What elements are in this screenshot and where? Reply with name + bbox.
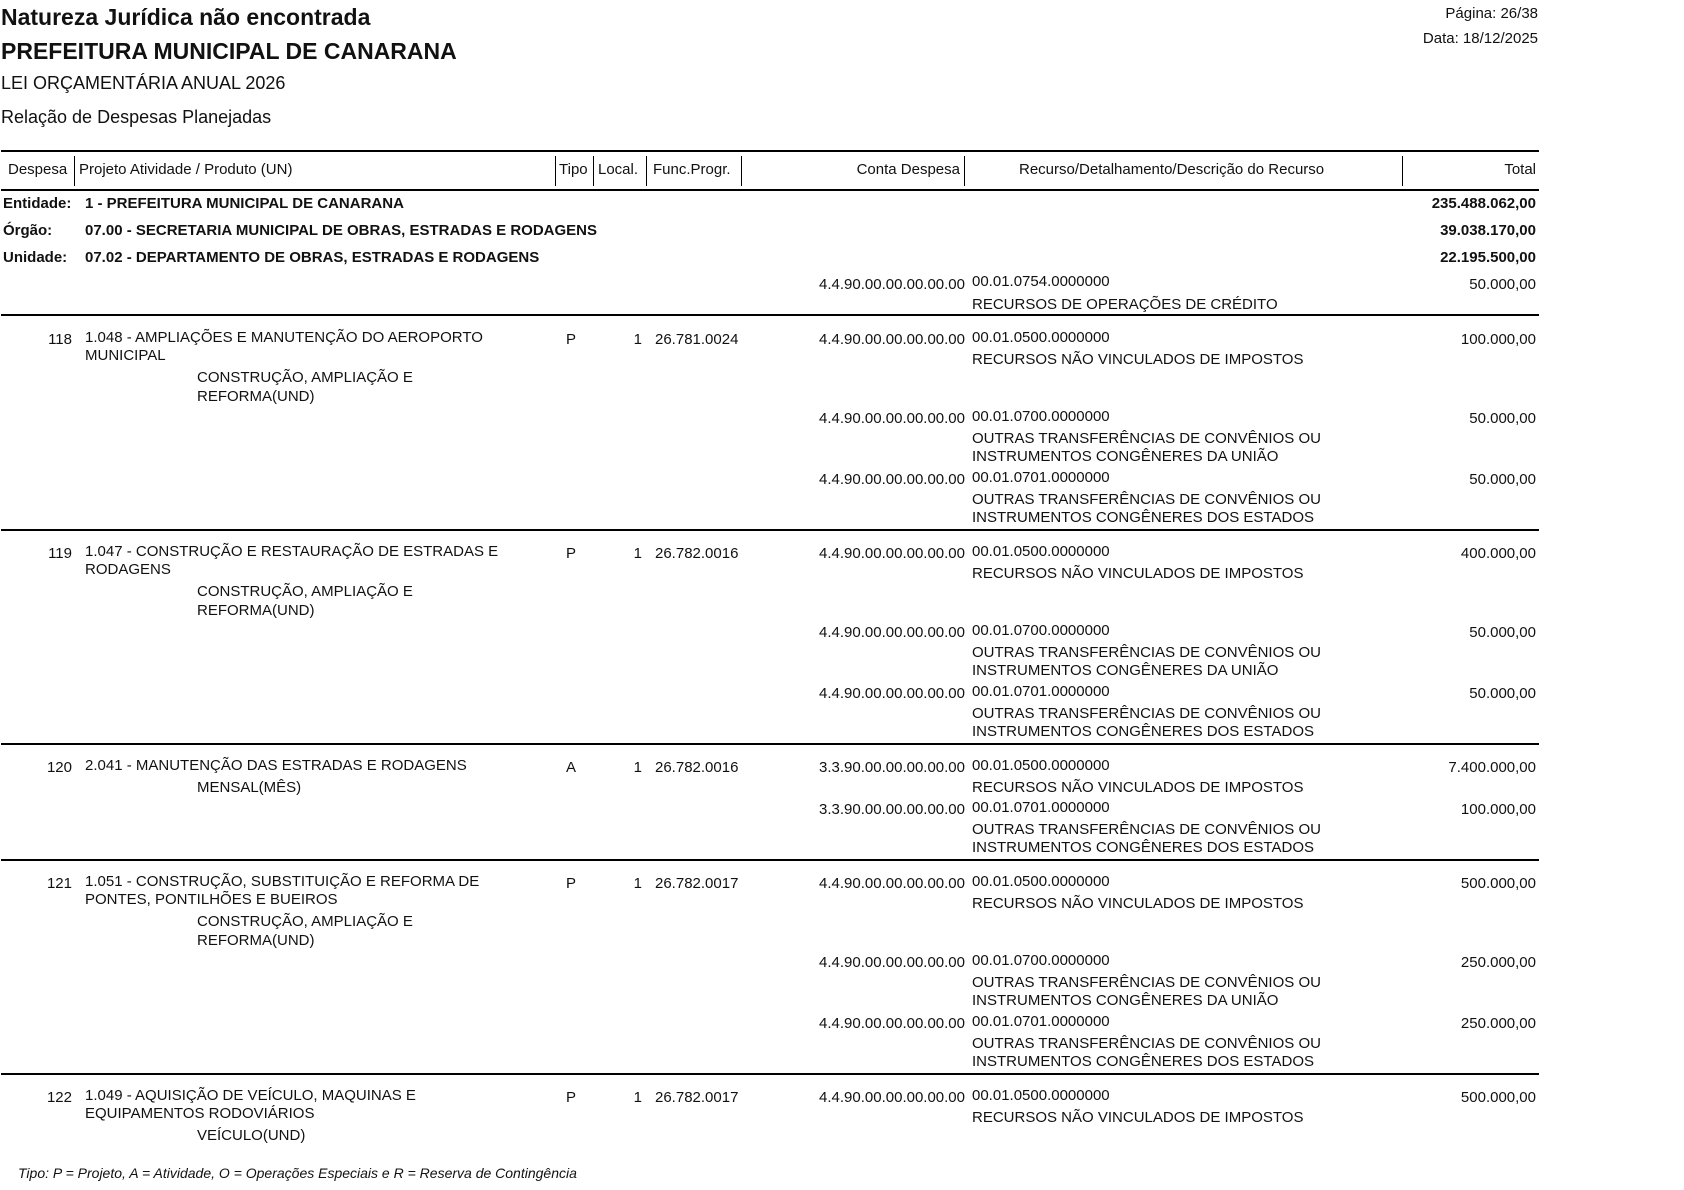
orgao-value: 07.00 - SECRETARIA MUNICIPAL DE OBRAS, ESTRADAS E RODAGENS — [85, 222, 598, 239]
total-value: 7.400.000,00 — [1448, 759, 1536, 776]
doc-title-3: LEI ORÇAMENTÁRIA ANUAL 2026 — [1, 73, 286, 93]
entidade-label: Entidade: — [3, 195, 72, 212]
col-func: Func.Progr. — [653, 161, 731, 178]
row-separator — [1, 743, 1539, 745]
conta-value: 4.4.90.00.00.00.00.00 — [819, 471, 965, 488]
produto-line-1: CONSTRUÇÃO, AMPLIAÇÃO E — [197, 913, 413, 930]
row-separator — [1, 529, 1539, 531]
local-value: 1 — [633, 331, 642, 348]
entidade-total: 235.488.062,00 — [1431, 195, 1536, 212]
recurso-code: 00.01.0701.0000000 — [972, 683, 1110, 700]
recurso-code: 00.01.0500.0000000 — [972, 757, 1110, 774]
col-divider — [555, 156, 556, 186]
tipo-value: P — [566, 875, 577, 892]
conta-value: 4.4.90.00.00.00.00.00 — [819, 331, 965, 348]
produto-line-2: REFORMA(UND) — [197, 388, 315, 405]
recurso-desc-1: RECURSOS NÃO VINCULADOS DE IMPOSTOS — [972, 895, 1304, 912]
func-value: 26.782.0016 — [655, 759, 739, 776]
col-divider — [74, 156, 75, 186]
total-value: 50.000,00 — [1469, 410, 1536, 427]
col-tipo: Tipo — [559, 161, 588, 178]
entidade-value: 1 - PREFEITURA MUNICIPAL DE CANARANA — [85, 195, 404, 212]
col-divider — [741, 156, 742, 186]
despesa-number: 119 — [48, 545, 72, 562]
conta-value: 4.4.90.00.00.00.00.00 — [819, 1089, 965, 1106]
recurso-desc-1: OUTRAS TRANSFERÊNCIAS DE CONVÊNIOS OU — [972, 821, 1321, 838]
doc-title-1: Natureza Jurídica não encontrada — [1, 4, 371, 30]
recurso-desc-2: INSTRUMENTOS CONGÊNERES DOS ESTADOS — [972, 839, 1314, 856]
despesa-number: 122 — [46, 1089, 72, 1106]
row-separator — [1, 859, 1539, 861]
recurso-code: 00.01.0700.0000000 — [972, 952, 1110, 969]
carry-total: 50.000,00 — [1469, 276, 1536, 293]
tipo-value: P — [566, 331, 577, 348]
recurso-desc-2: INSTRUMENTOS CONGÊNERES DOS ESTADOS — [972, 509, 1314, 526]
projeto-line-1: 1.047 - CONSTRUÇÃO E RESTAURAÇÃO DE ESTRADAS E — [85, 543, 499, 560]
recurso-code: 00.01.0500.0000000 — [972, 873, 1110, 890]
col-conta: Conta Despesa — [856, 161, 960, 178]
col-projeto: Projeto Atividade / Produto (UN) — [79, 161, 293, 178]
total-value: 50.000,00 — [1469, 685, 1536, 702]
row-separator — [1, 314, 1539, 316]
recurso-desc-2: INSTRUMENTOS CONGÊNERES DA UNIÃO — [972, 448, 1279, 465]
recurso-desc-1: RECURSOS NÃO VINCULADOS DE IMPOSTOS — [972, 779, 1304, 796]
col-local: Local. — [598, 161, 639, 178]
row-separator — [1, 1073, 1539, 1075]
total-value: 250.000,00 — [1460, 954, 1536, 971]
conta-value: 4.4.90.00.00.00.00.00 — [819, 1015, 965, 1032]
projeto-line-2: PONTES, PONTILHÕES E BUEIROS — [85, 891, 338, 908]
conta-value: 3.3.90.00.00.00.00.00 — [819, 759, 965, 776]
conta-value: 4.4.90.00.00.00.00.00 — [819, 685, 965, 702]
conta-value: 3.3.90.00.00.00.00.00 — [819, 801, 965, 818]
projeto-line-2: MUNICIPAL — [85, 347, 166, 364]
column-header-bar — [1, 150, 1539, 191]
col-divider — [964, 156, 965, 186]
recurso-code: 00.01.0700.0000000 — [972, 622, 1110, 639]
produto-line-2: REFORMA(UND) — [197, 932, 315, 949]
col-despesa: Despesa — [8, 161, 68, 178]
produto-line-1: CONSTRUÇÃO, AMPLIAÇÃO E — [197, 583, 413, 600]
total-value: 500.000,00 — [1460, 1089, 1536, 1106]
total-value: 250.000,00 — [1460, 1015, 1536, 1032]
recurso-desc-1: OUTRAS TRANSFERÊNCIAS DE CONVÊNIOS OU — [972, 1035, 1321, 1052]
recurso-desc-1: OUTRAS TRANSFERÊNCIAS DE CONVÊNIOS OU — [972, 491, 1321, 508]
total-value: 100.000,00 — [1460, 801, 1536, 818]
produto-line-1: MENSAL(MÊS) — [197, 779, 302, 796]
col-divider — [646, 156, 647, 186]
doc-title-2: PREFEITURA MUNICIPAL DE CANARANA — [1, 38, 457, 64]
recurso-desc-1: OUTRAS TRANSFERÊNCIAS DE CONVÊNIOS OU — [972, 644, 1321, 661]
recurso-desc-2: INSTRUMENTOS CONGÊNERES DA UNIÃO — [972, 992, 1279, 1009]
recurso-desc-1: OUTRAS TRANSFERÊNCIAS DE CONVÊNIOS OU — [972, 430, 1321, 447]
total-value: 400.000,00 — [1460, 545, 1536, 562]
local-value: 1 — [633, 759, 642, 776]
recurso-desc-2: INSTRUMENTOS CONGÊNERES DA UNIÃO — [972, 662, 1279, 679]
projeto-line-1: 1.048 - AMPLIAÇÕES E MANUTENÇÃO DO AEROPORTO — [85, 329, 483, 346]
orgao-label: Órgão: — [3, 222, 53, 239]
recurso-desc-2: INSTRUMENTOS CONGÊNERES DOS ESTADOS — [972, 1053, 1314, 1070]
produto-line-2: REFORMA(UND) — [197, 602, 315, 619]
recurso-code: 00.01.0500.0000000 — [972, 329, 1110, 346]
despesa-number: 118 — [48, 331, 72, 348]
carry-conta: 4.4.90.00.00.00.00.00 — [819, 276, 965, 293]
tipo-legend: Tipo: P = Projeto, A = Atividade, O = Operações Especiais e R = Reserva de Contingência — [18, 1165, 577, 1181]
col-divider — [593, 156, 594, 186]
recurso-desc-1: RECURSOS NÃO VINCULADOS DE IMPOSTOS — [972, 1109, 1304, 1126]
func-value: 26.782.0017 — [655, 1089, 739, 1106]
projeto-line-1: 2.041 - MANUTENÇÃO DAS ESTRADAS E RODAGENS — [85, 757, 467, 774]
local-value: 1 — [633, 875, 642, 892]
produto-line-1: CONSTRUÇÃO, AMPLIAÇÃO E — [197, 369, 413, 386]
tipo-value: P — [566, 545, 577, 562]
page-number: Página: 26/38 — [1445, 5, 1538, 22]
local-value: 1 — [633, 1089, 642, 1106]
projeto-line-1: 1.049 - AQUISIÇÃO DE VEÍCULO, MAQUINAS E — [85, 1087, 416, 1104]
local-value: 1 — [633, 545, 642, 562]
unidade-label: Unidade: — [3, 249, 68, 266]
despesa-number: 120 — [46, 759, 72, 776]
tipo-value: P — [566, 1089, 577, 1106]
recurso-desc-2: INSTRUMENTOS CONGÊNERES DOS ESTADOS — [972, 723, 1314, 740]
recurso-code: 00.01.0700.0000000 — [972, 408, 1110, 425]
conta-value: 4.4.90.00.00.00.00.00 — [819, 545, 965, 562]
col-divider — [1402, 156, 1403, 186]
despesa-number: 121 — [46, 875, 72, 892]
produto-line-1: VEÍCULO(UND) — [197, 1127, 306, 1144]
projeto-line-2: RODAGENS — [85, 561, 171, 578]
conta-value: 4.4.90.00.00.00.00.00 — [819, 624, 965, 641]
total-value: 50.000,00 — [1469, 624, 1536, 641]
total-value: 50.000,00 — [1469, 471, 1536, 488]
carry-recurso: 00.01.0754.0000000 — [972, 273, 1110, 290]
carry-desc: RECURSOS DE OPERAÇÕES DE CRÉDITO — [972, 296, 1278, 313]
print-date: Data: 18/12/2025 — [1422, 30, 1538, 47]
orgao-total: 39.038.170,00 — [1440, 222, 1536, 239]
projeto-line-2: EQUIPAMENTOS RODOVIÁRIOS — [85, 1105, 315, 1122]
recurso-desc-1: OUTRAS TRANSFERÊNCIAS DE CONVÊNIOS OU — [972, 705, 1321, 722]
conta-value: 4.4.90.00.00.00.00.00 — [819, 875, 965, 892]
projeto-line-1: 1.051 - CONSTRUÇÃO, SUBSTITUIÇÃO E REFORMA DE — [85, 873, 480, 890]
recurso-code: 00.01.0500.0000000 — [972, 1087, 1110, 1104]
conta-value: 4.4.90.00.00.00.00.00 — [819, 410, 965, 427]
unidade-total: 22.195.500,00 — [1440, 249, 1536, 266]
recurso-code: 00.01.0701.0000000 — [972, 469, 1110, 486]
total-value: 500.000,00 — [1460, 875, 1536, 892]
func-value: 26.782.0016 — [655, 545, 739, 562]
recurso-code: 00.01.0500.0000000 — [972, 543, 1110, 560]
recurso-code: 00.01.0701.0000000 — [972, 799, 1110, 816]
tipo-value: A — [566, 759, 577, 776]
recurso-desc-1: RECURSOS NÃO VINCULADOS DE IMPOSTOS — [972, 351, 1304, 368]
col-recurso: Recurso/Detalhamento/Descrição do Recurso — [1019, 161, 1325, 178]
unidade-value: 07.02 - DEPARTAMENTO DE OBRAS, ESTRADAS E RODAGENS — [85, 249, 540, 266]
doc-title-4: Relação de Despesas Planejadas — [1, 107, 272, 127]
recurso-desc-1: OUTRAS TRANSFERÊNCIAS DE CONVÊNIOS OU — [972, 974, 1321, 991]
total-value: 100.000,00 — [1460, 331, 1536, 348]
col-total: Total — [1504, 161, 1536, 178]
func-value: 26.782.0017 — [655, 875, 739, 892]
conta-value: 4.4.90.00.00.00.00.00 — [819, 954, 965, 971]
recurso-code: 00.01.0701.0000000 — [972, 1013, 1110, 1030]
recurso-desc-1: RECURSOS NÃO VINCULADOS DE IMPOSTOS — [972, 565, 1304, 582]
func-value: 26.781.0024 — [655, 331, 739, 348]
